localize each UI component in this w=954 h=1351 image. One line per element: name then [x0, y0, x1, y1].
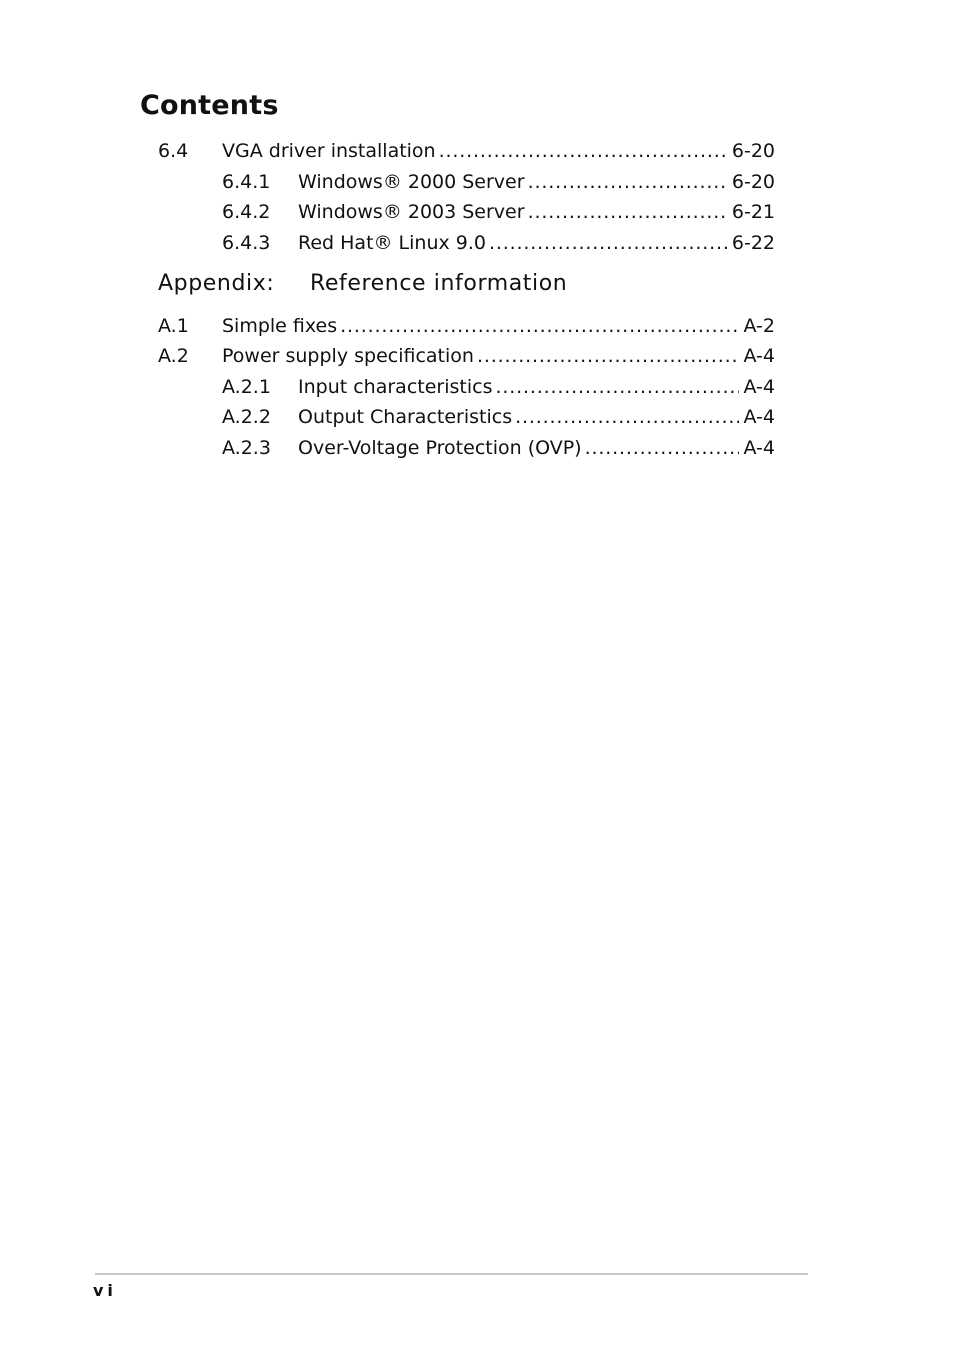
- toc-entry-title: Windows® 2003 Server: [298, 201, 525, 223]
- toc-dot-leader: [495, 372, 739, 402]
- toc-entry-page: A-2: [743, 315, 775, 337]
- toc-entry-title: Over-Voltage Protection (OVP): [298, 437, 582, 459]
- toc-entry-page: 6-21: [731, 201, 775, 223]
- toc-entry-title: Windows® 2000 Server: [298, 171, 525, 193]
- toc-dot-leader: [439, 136, 728, 166]
- toc-entry-page: A-4: [743, 437, 775, 459]
- toc-entry-page: 6-22: [731, 232, 775, 254]
- appendix-heading: [158, 268, 567, 300]
- toc-entry-6-4-1[interactable]: [222, 167, 775, 197]
- toc-entry-number: A.2.2: [222, 406, 271, 428]
- toc-entry-a-2-1[interactable]: [222, 372, 775, 402]
- toc-entry-a-1[interactable]: [158, 311, 775, 341]
- toc-dot-leader: [528, 167, 728, 197]
- toc-entry-number: A.2: [158, 345, 189, 367]
- toc-entry-page: A-4: [743, 406, 775, 428]
- toc-entry-number: A.2.1: [222, 376, 271, 398]
- toc-dot-leader: [528, 197, 728, 227]
- toc-entry-number: 6.4.2: [222, 201, 271, 223]
- appendix-label: Appendix:: [158, 271, 275, 296]
- toc-entry-title: Output Characteristics: [298, 406, 513, 428]
- toc-dot-leader: [489, 228, 728, 258]
- toc-entry-6-4-2[interactable]: [222, 197, 775, 227]
- toc-dot-leader: [515, 402, 739, 432]
- toc-entry-page: A-4: [743, 345, 775, 367]
- toc-entry-number: A.2.3: [222, 437, 271, 459]
- toc-entry-6-4[interactable]: [158, 136, 775, 166]
- toc-dot-leader: [585, 433, 740, 463]
- toc-entry-number: 6.4: [158, 140, 189, 162]
- toc-entry-6-4-3[interactable]: [222, 228, 775, 258]
- toc-entry-title: Input characteristics: [298, 376, 493, 398]
- page-title: Contents: [140, 90, 279, 121]
- toc-entry-page: 6-20: [731, 140, 775, 162]
- toc-entry-title: Power supply specification: [222, 345, 474, 367]
- toc-entry-a-2-2[interactable]: [222, 402, 775, 432]
- footer-divider: [95, 1273, 808, 1275]
- footer-page-number: vi: [93, 1281, 117, 1300]
- toc-entry-number: 6.4.1: [222, 171, 271, 193]
- toc-dot-leader: [340, 311, 739, 341]
- toc-entry-a-2[interactable]: [158, 341, 775, 371]
- toc-entry-page: 6-20: [731, 171, 775, 193]
- appendix-title: Reference information: [310, 271, 568, 296]
- toc-entry-page: A-4: [743, 376, 775, 398]
- toc-entry-number: A.1: [158, 315, 189, 337]
- toc-entry-a-2-3[interactable]: [222, 433, 775, 463]
- toc-entry-title: Red Hat® Linux 9.0: [298, 232, 487, 254]
- toc-dot-leader: [477, 341, 740, 371]
- toc-entry-title: VGA driver installation: [222, 140, 436, 162]
- toc-entry-title: Simple fixes: [222, 315, 338, 337]
- toc-entry-number: 6.4.3: [222, 232, 271, 254]
